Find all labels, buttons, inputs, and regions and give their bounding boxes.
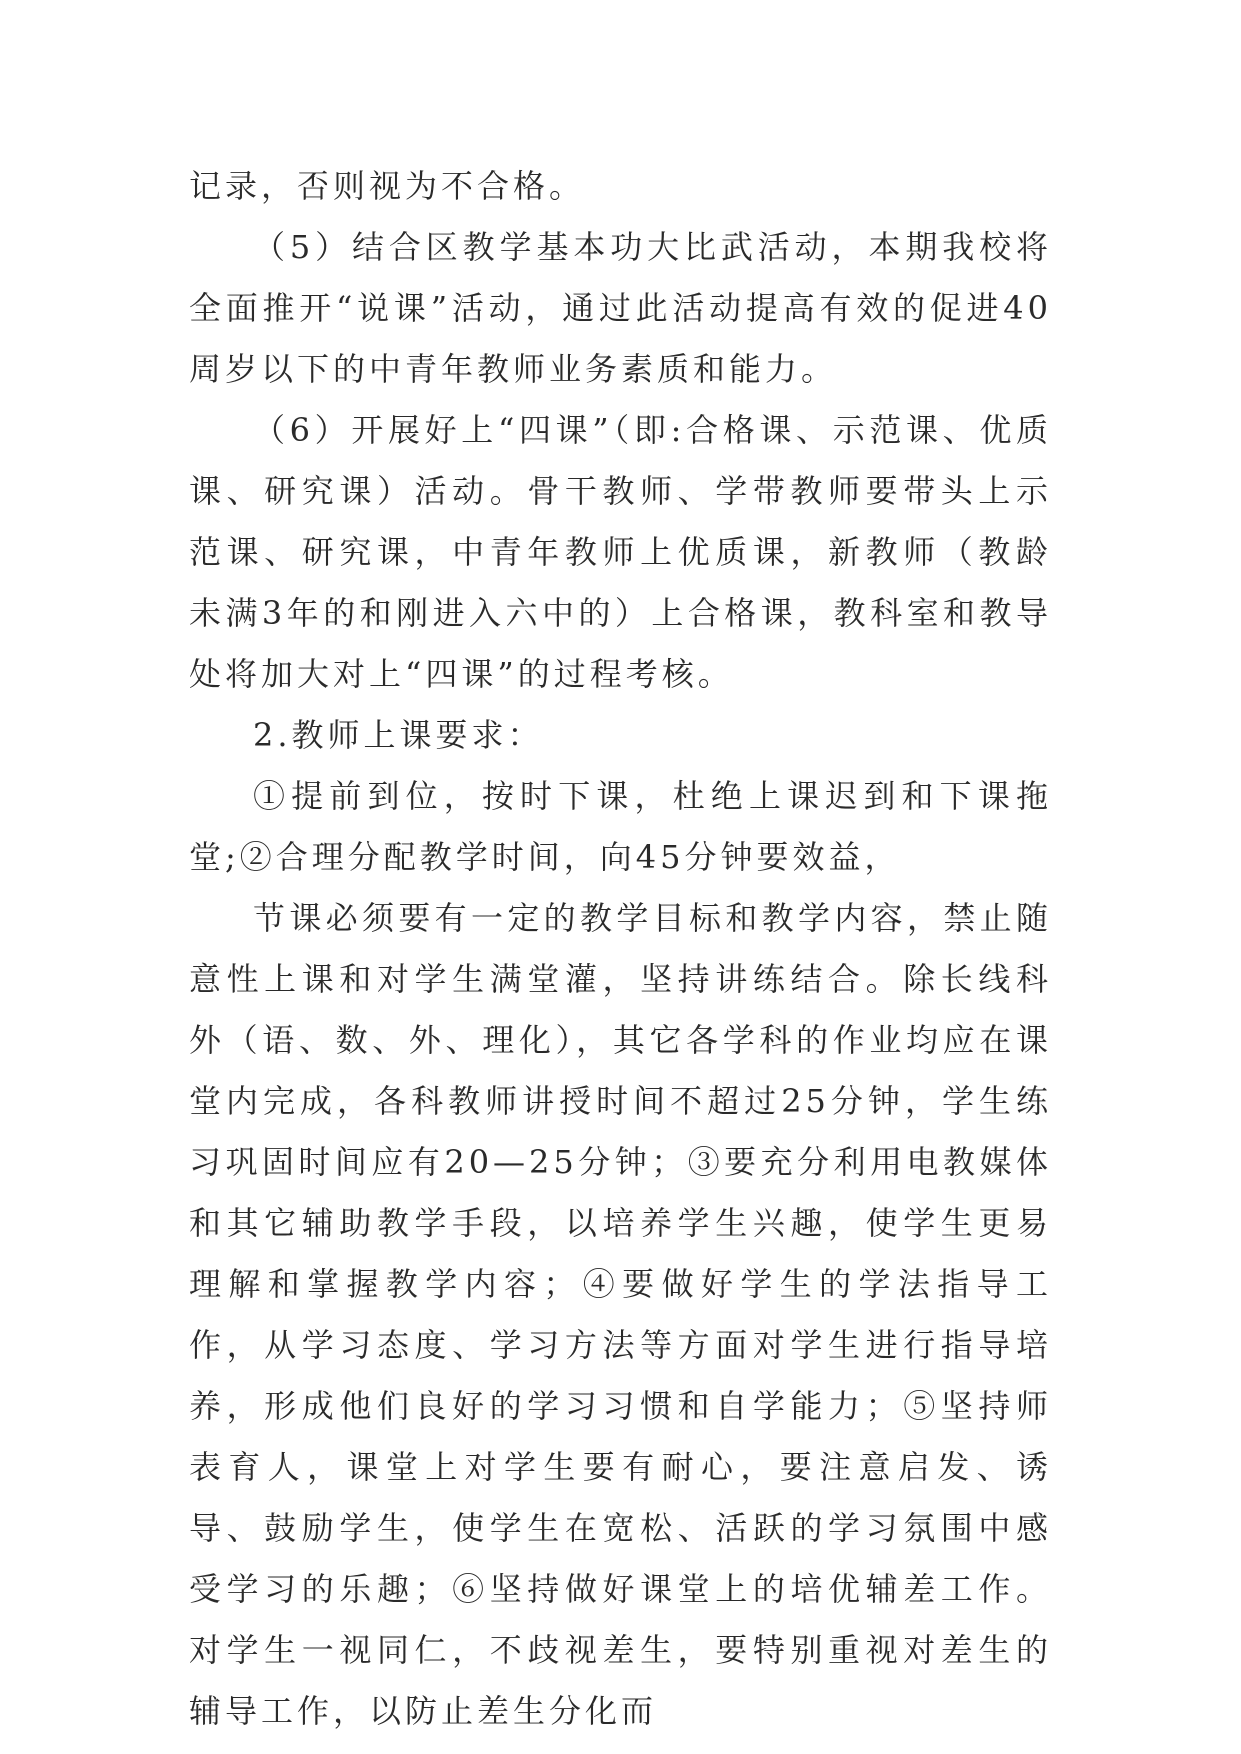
paragraph-2: （5）结合区教学基本功大比武活动，本期我校将全面推开“说课”活动，通过此活动提高有效的促进40周岁以下的中青年教师业务素质和能力。 [189, 228, 1052, 388]
paragraph-1: 记录，否则视为不合格。 [189, 167, 586, 205]
paragraph-5: ①提前到位，按时下课，杜绝上课迟到和下课拖堂;②合理分配教学时间，向45分钟要效益， [189, 777, 1052, 876]
paragraph-4: 2.教师上课要求： [253, 716, 544, 754]
paragraph-6: 节课必须要有一定的教学目标和教学内容，禁止随意性上课和对学生满堂灌，坚持讲练结合。除长线科外（语、数、外、理化），其它各学科的作业均应在课堂内完成，各科教师讲授时间不超过25分钟，学生练习巩固时间应有20—25分钟；③要充分利用电教媒体和其它辅助教学手段，以培养学生兴趣，使学生更易理解和掌握教学内容；④要做好学生的学法指导工作，从学习态度、学习方法等方面对学生进行指导培养，形成他们良好的学习习惯和自学能力；⑤坚持师表育人，课堂上对学生要有耐心，要注意启发、诱导、鼓励学生，使学生在宽松、活跃的学习氛围中感受学习的乐趣；⑥坚持做好课堂上的培优辅差工作。对学生一视同仁，不歧视差生，要特别重视对差生的辅导工作，以防止差生分化而 [189, 899, 1052, 1730]
document-body [189, 156, 1052, 1742]
paragraph-3: （6）开展好上“四课”（即:合格课、示范课、优质课、研究课）活动。骨干教师、学带教师要带头上示范课、研究课，中青年教师上优质课，新教师（教龄未满3年的和刚进入六中的）上合格课，教科室和教导处将加大对上“四课”的过程考核。 [189, 411, 1052, 693]
